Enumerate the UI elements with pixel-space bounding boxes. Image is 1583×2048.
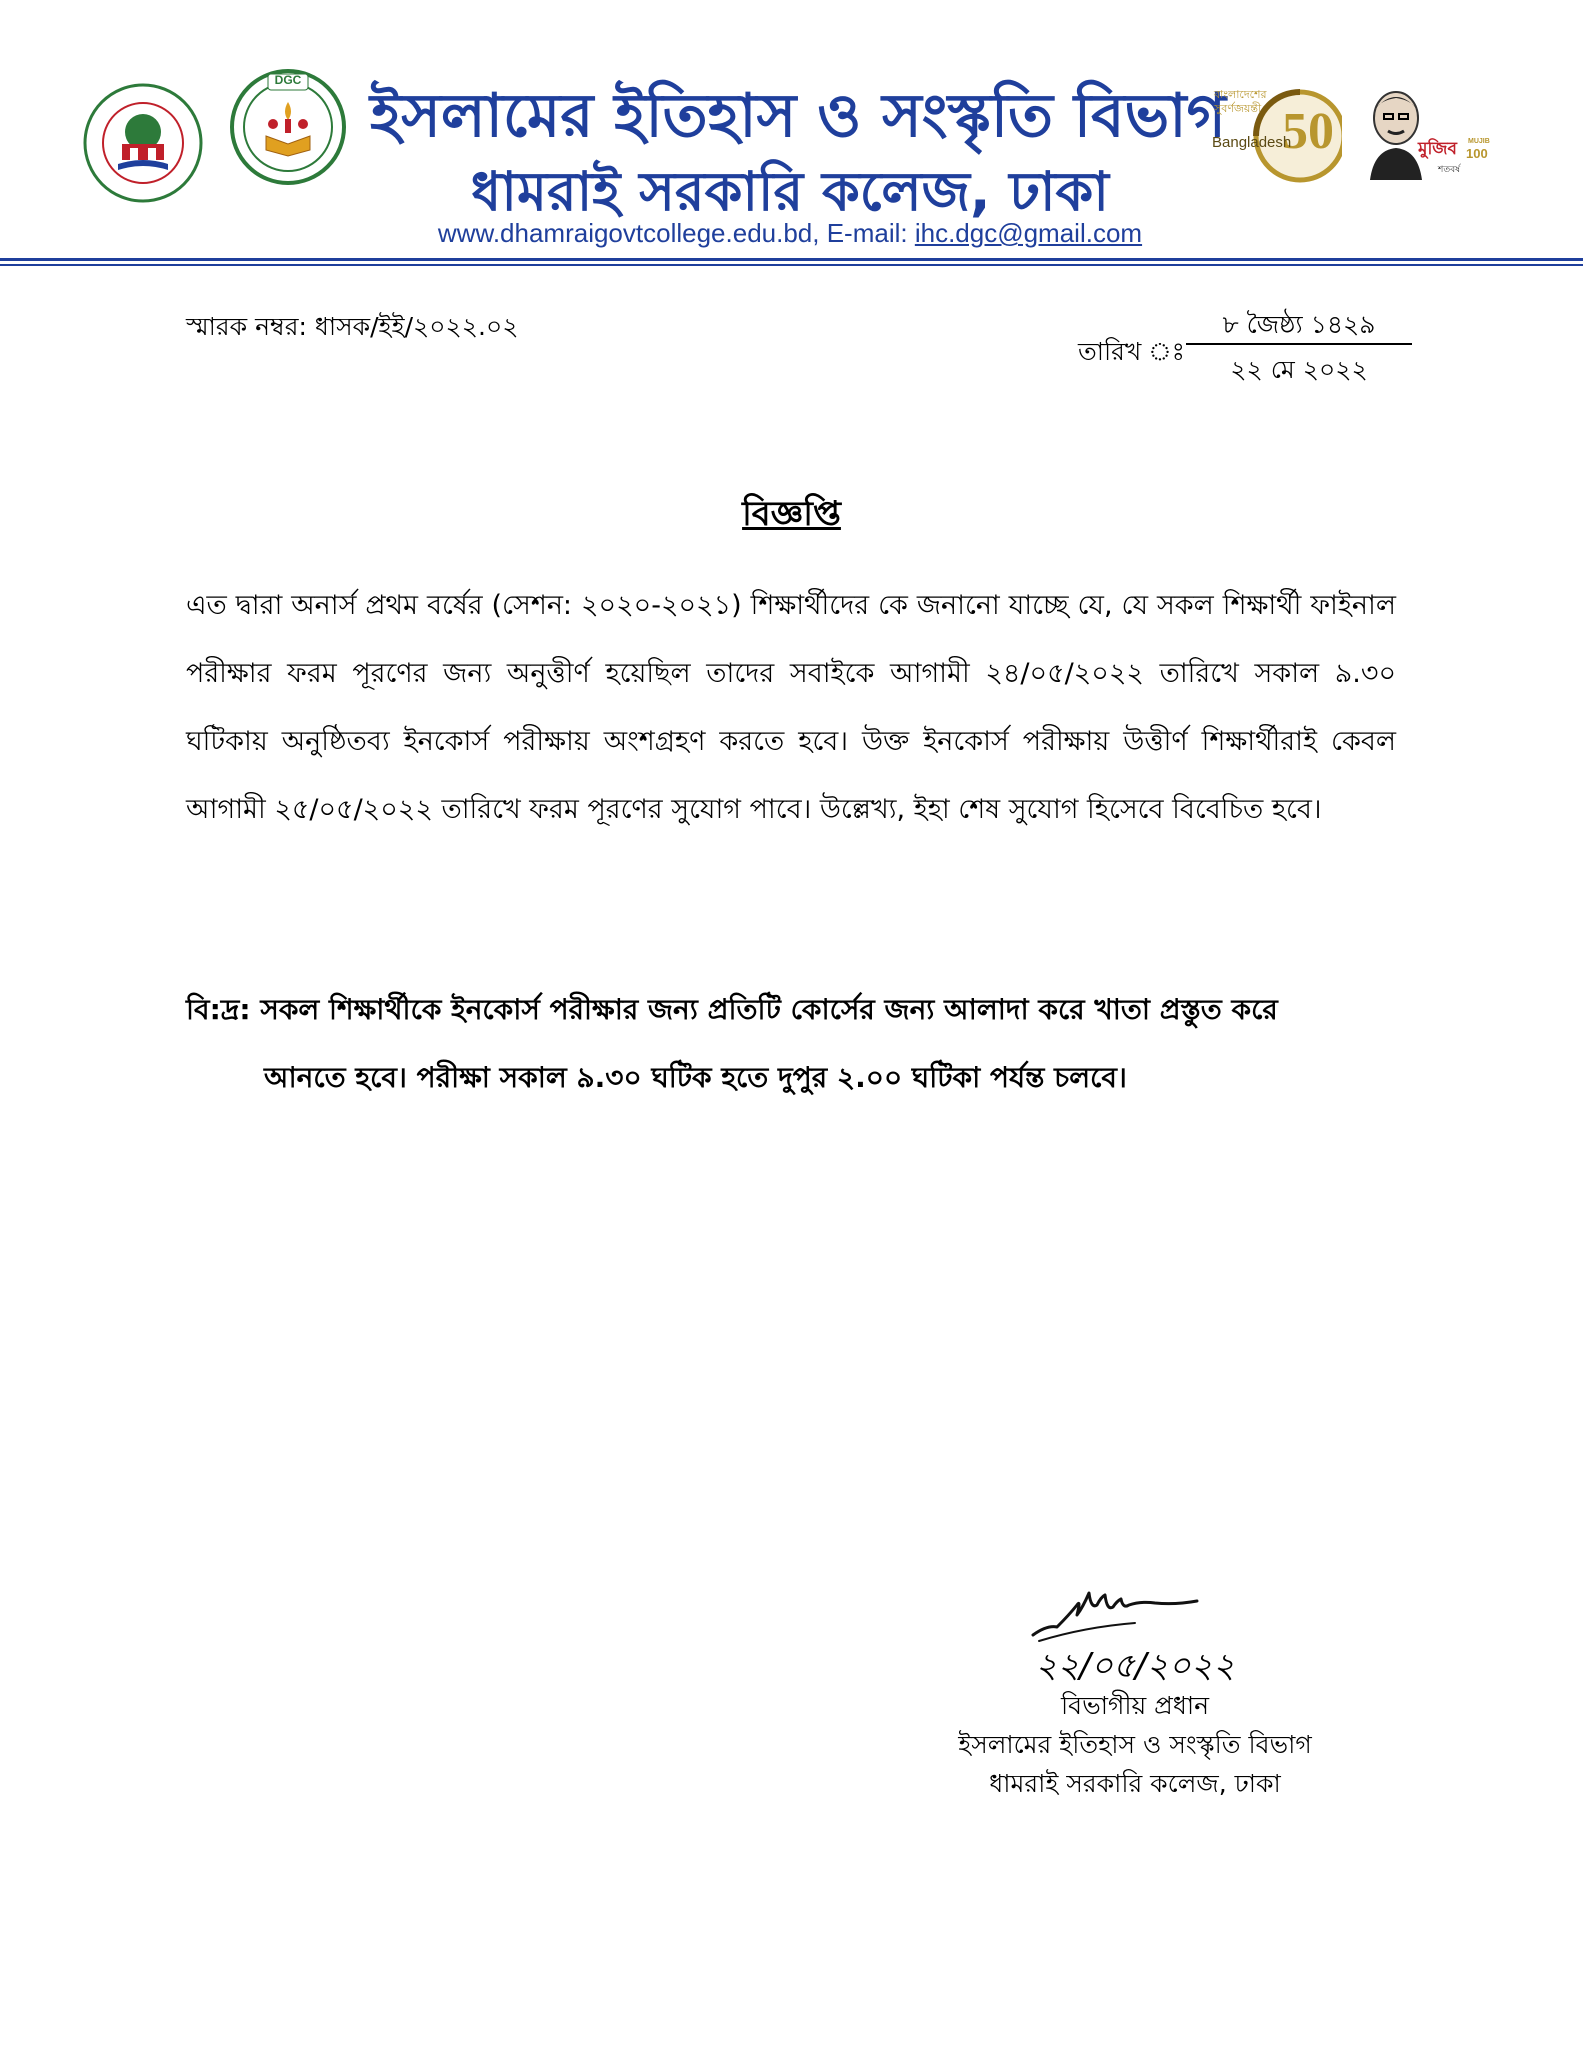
note-line-1: বি:দ্র: সকল শিক্ষার্থীকে ইনকোর্স পরীক্ষার জন্য প্রতিটি কোর্সের জন্য আলাদা করে খাতা প্রস্তুত করে: [186, 993, 1278, 1026]
bangladesh-50-logo: [1212, 74, 1342, 194]
mujib-en-text: MUJIB: [1468, 138, 1490, 145]
signatory-title: বিভাগীয় প্রধান: [1061, 1691, 1209, 1720]
college-logo: [228, 64, 348, 190]
signatory-department: ইসলামের ইতিহাস ও সংস্কৃতি বিভাগ: [958, 1730, 1312, 1759]
education-logo-icon: [82, 82, 204, 204]
mujib-sub-text: শতবর্ষ: [1438, 165, 1461, 175]
mujib-100-logo: [1366, 84, 1491, 184]
date-label: তারিখ ঃ: [1078, 337, 1185, 366]
mujib-text: মুজিব: [1418, 139, 1457, 159]
contact-line: [400, 218, 1180, 249]
mujib-number: 100: [1466, 146, 1488, 161]
college-logo-abbr: DGC: [274, 73, 302, 87]
college-title: ধামরাই সরকারি কলেজ, ঢাকা: [471, 160, 1109, 223]
portrait-icon: [1366, 84, 1426, 180]
date-divider: [1186, 343, 1412, 345]
date-bangla: ৮ জৈষ্ঠ্য ১৪২৯: [1222, 310, 1376, 339]
date-english: ২২ মে ২০২২: [1230, 355, 1368, 384]
notice-body: এত দ্বারা অনার্স প্রথম বর্ষের (সেশন: ২০২০-২০২১) শিক্ষার্থীদের কে জনানো যাচ্ছে যে, যে সকল শিক্ষার্থী ফাইনাল পরীক্ষার ফরম পূরণের জন্য অনুত্তীর্ণ হয়েছিল তাদের সবাইকে আগামী ২৪/০৫/২০২২ তারিখে সকাল ৯.৩০ ঘটিকায় অনুষ্ঠিতব্য ইনকোর্স পরীক্ষায় অংশগ্রহণ করতে হবে। উক্ত ইনকোর্স পরীক্ষায় উত্তীর্ণ শিক্ষার্থীরাই কেবল আগামী ২৫/০৫/২০২২ তারিখে ফরম পূরণের সুযোগ পাবে। উল্লেখ্য, ইহা শেষ সুযোগ হিসেবে বিবেচিত হবে।: [186, 590, 1396, 825]
signature-scribble-icon: [1025, 1575, 1225, 1645]
bd50-number: 50: [1282, 103, 1334, 160]
email-link[interactable]: ihc.dgc@gmail.com: [914, 218, 1143, 248]
notice-note: [186, 976, 1416, 1112]
handwritten-date: ২২/০৫/২০২২: [1035, 1646, 1235, 1686]
left-logo: [82, 82, 204, 204]
notice-heading: বিজ্ঞপ্তি: [742, 494, 841, 534]
signature: [1025, 1575, 1225, 1645]
signatory-college: ধামরাই সরকারি কলেজ, ঢাকা: [989, 1769, 1281, 1798]
website-text: www.dhamraigovtcollege.edu.bd, E-mail:: [437, 218, 915, 248]
note-line-2: আনতে হবে। পরীক্ষা সকাল ৯.৩০ ঘটিক হতে দুপুর ২.০০ ঘটিকা পর্যন্ত চলবে।: [264, 1061, 1127, 1094]
header-divider-thin: [0, 264, 1583, 266]
memo-number: স্মারক নম্বর: ধাসক/ইই/২০২২.০২: [186, 312, 519, 341]
department-title: ইসলামের ইতিহাস ও সংস্কৃতি বিভাগ: [370, 81, 1226, 151]
header-divider: [0, 258, 1583, 261]
bd50-text: Bangladesh: [1212, 134, 1292, 151]
bd50-bangla-text: বাংলাদেশের সুবর্ণজয়ন্তী: [1214, 88, 1267, 115]
